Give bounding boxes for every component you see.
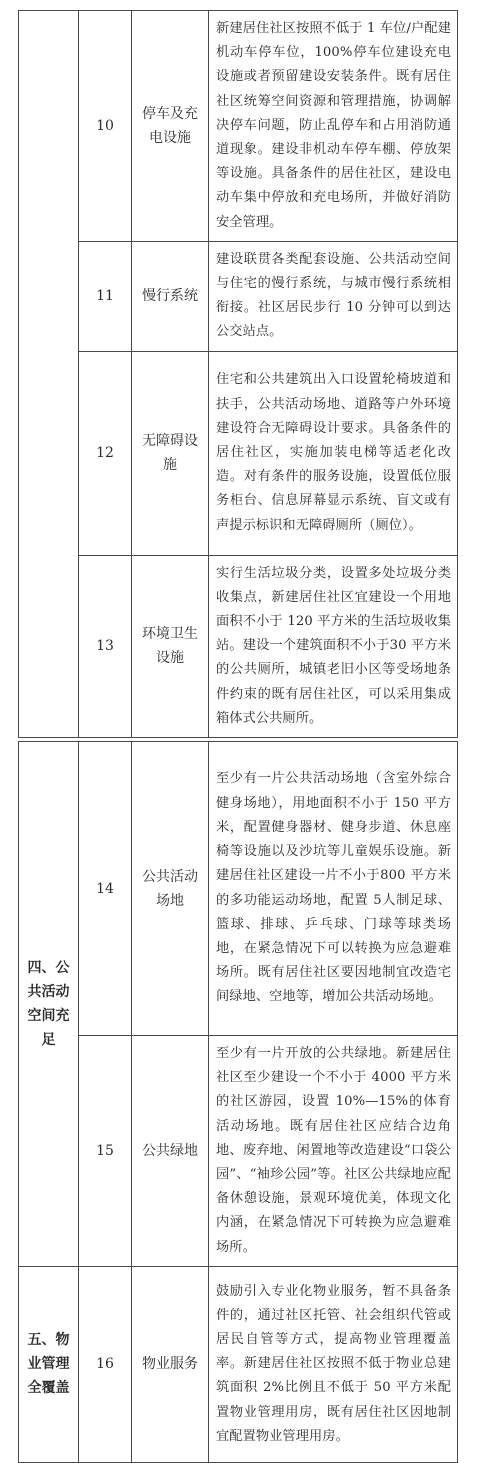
- facility-name: 公共活动场地: [132, 742, 209, 1036]
- table-row: [19, 1036, 458, 1267]
- table-row: [19, 555, 458, 737]
- row-number: 15: [79, 1036, 132, 1267]
- row-number: 11: [79, 241, 132, 351]
- facility-requirement: 鼓励引入专业化物业服务，暂不具备条件的，通过社区托管、社会组织代管或居民自管等方式，提高物业管理覆盖率。新建居住社区按照不低于物业总建筑面积 2%比例且不低于 50 平方米配置物业管理用房，既有居住社区因地制宜配置物业管理用房。: [209, 1266, 458, 1462]
- table-row: [19, 241, 458, 351]
- facility-name: 停车及充电设施: [132, 11, 209, 242]
- facility-requirement: 至少有一片公共活动场地（含室外综合健身场地），用地面积不小于 150 平方米，配置健身器材、健身步道、休息座椅等设施以及沙坑等儿童娱乐设施。新建居住社区建设一片不小于800 平方米的多功能运动场地，配置 5人制足球、篮球、排球、乒乓球、门球等球类场地，在紧急情况下可以转换为应急避难场所。既有居住社区要因地制宜改造宅间绿地、空地等，增加公共活动场地。: [209, 742, 458, 1036]
- facility-requirement: 至少有一片开放的公共绿地。新建居住社区至少建设一个不小于 4000 平方米的社区游园，设置 10%—15%的体育活动场地。既有居住社区应结合边角地、废弃地、闲置地等改造建设“口袋公园”、“袖珍公园”等。社区公共绿地应配备休憩设施，景观环境优美，体现文化内涵，在紧急情况下可转换为应急避难场所。: [209, 1036, 458, 1267]
- row-number: 13: [79, 555, 132, 737]
- category-cell: 五、物业管理全覆盖: [19, 1266, 79, 1462]
- table-row: [19, 742, 458, 1036]
- facility-table-part1: [18, 10, 458, 738]
- facility-name: 环境卫生设施: [132, 555, 209, 737]
- row-number: 10: [79, 11, 132, 242]
- table-row: [19, 11, 458, 242]
- row-number: 16: [79, 1266, 132, 1462]
- facility-requirement: 实行生活垃圾分类，设置多处垃圾分类收集点，新建居住社区宜建设一个用地面积不小于 120 平方米的生活垃圾收集站。建设一个建筑面积不小于30 平方米的公共厕所，城镇老旧小区等受场地条件约束的既有居住社区，可以采用集成箱体式公共厕所。: [209, 555, 458, 737]
- table-row: [19, 351, 458, 555]
- facility-table-part2: [18, 741, 458, 1463]
- facility-name: 无障碍设施: [132, 351, 209, 555]
- category-cell-empty: [19, 11, 79, 738]
- row-number: 12: [79, 351, 132, 555]
- facility-name: 公共绿地: [132, 1036, 209, 1267]
- facility-requirement: 住宅和公共建筑出入口设置轮椅坡道和扶手，公共活动场地、道路等户外环境建设符合无障碍设计要求。具备条件的居住社区，实施加装电梯等适老化改造。对有条件的服务设施，设置低位服务柜台、信息屏幕显示系统、盲文或有声提示标识和无障碍厕所（厕位）。: [209, 351, 458, 555]
- facility-requirement: 新建居住社区按照不低于 1 车位/户配建机动车停车位，100%停车位建设充电设施或者预留建设安装条件。既有居住社区统筹空间资源和管理措施，协调解决停车问题，防止乱停车和占用消防通道现象。建设非机动车停车棚、停放架等设施。具备条件的居住社区，建设电动车集中停放和充电场所，并做好消防安全管理。: [209, 11, 458, 242]
- facility-name: 慢行系统: [132, 241, 209, 351]
- table-row: [19, 1266, 458, 1462]
- facility-name: 物业服务: [132, 1266, 209, 1462]
- category-cell: 四、公共活动空间充足: [19, 742, 79, 1267]
- facility-requirement: 建设联贯各类配套设施、公共活动空间与住宅的慢行系统，与城市慢行系统相衔接。社区居民步行 10 分钟可以到达公交站点。: [209, 241, 458, 351]
- row-number: 14: [79, 742, 132, 1036]
